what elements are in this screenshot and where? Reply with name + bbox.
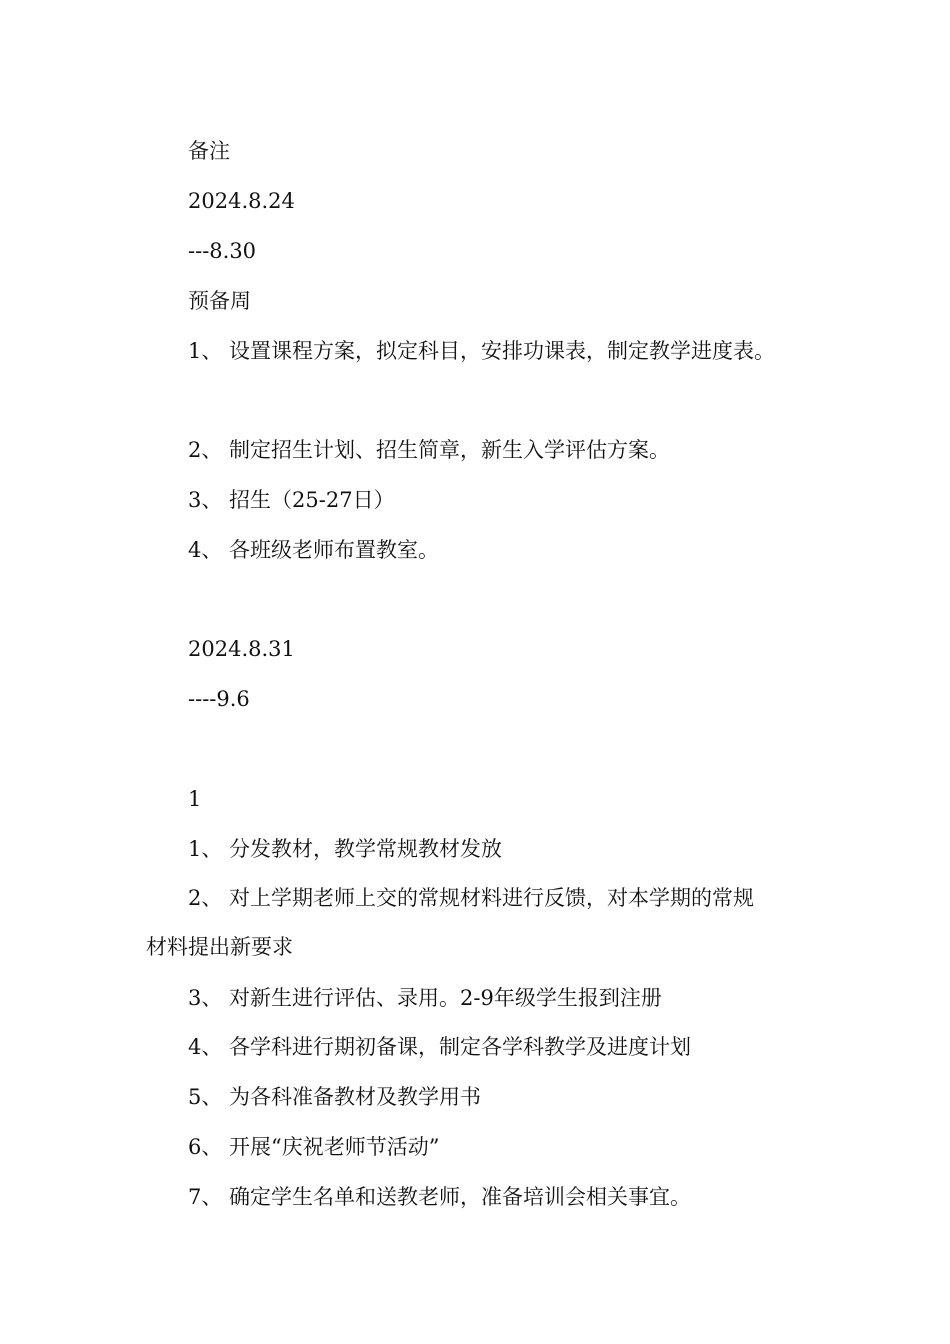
week-1-item-2: 2、 对上学期老师上交的常规材料进行反馈，对本学期的常规 bbox=[188, 886, 755, 910]
week-1-label: 1 bbox=[188, 787, 202, 811]
week-1-item-1: 1、 分发教材，教学常规教材发放 bbox=[188, 837, 503, 861]
week-1-item-2-continued: 材料提出新要求 bbox=[146, 935, 293, 959]
prep-week-item-2: 2、 制定招生计划、招生简章，新生入学评估方案。 bbox=[188, 438, 671, 462]
prep-week-item-4: 4、 各班级老师布置教室。 bbox=[188, 538, 440, 562]
week-1-item-4: 4、 各学科进行期初备课，制定各学科教学及进度计划 bbox=[188, 1035, 692, 1059]
week-1-item-5: 5、 为各科准备教材及教学用书 bbox=[188, 1085, 482, 1109]
week-1-item-6: 6、 开展“庆祝老师节活动” bbox=[188, 1135, 440, 1159]
prep-week-label: 预备周 bbox=[188, 289, 251, 313]
prep-week-item-3: 3、 招生（25-27日） bbox=[188, 488, 395, 512]
prep-week-date-start: 2024.8.24 bbox=[188, 189, 295, 213]
prep-week-date-end: ---8.30 bbox=[188, 239, 257, 263]
remarks-label: 备注 bbox=[188, 139, 230, 163]
week-1-date-start: 2024.8.31 bbox=[188, 637, 295, 661]
week-1-date-end: ----9.6 bbox=[188, 687, 250, 711]
prep-week-item-1: 1、 设置课程方案，拟定科目，安排功课表，制定教学进度表。 bbox=[188, 339, 776, 363]
week-1-item-7: 7、 确定学生名单和送教老师，准备培训会相关事宜。 bbox=[188, 1185, 692, 1209]
week-1-item-3: 3、 对新生进行评估、录用。2-9年级学生报到注册 bbox=[188, 986, 662, 1010]
